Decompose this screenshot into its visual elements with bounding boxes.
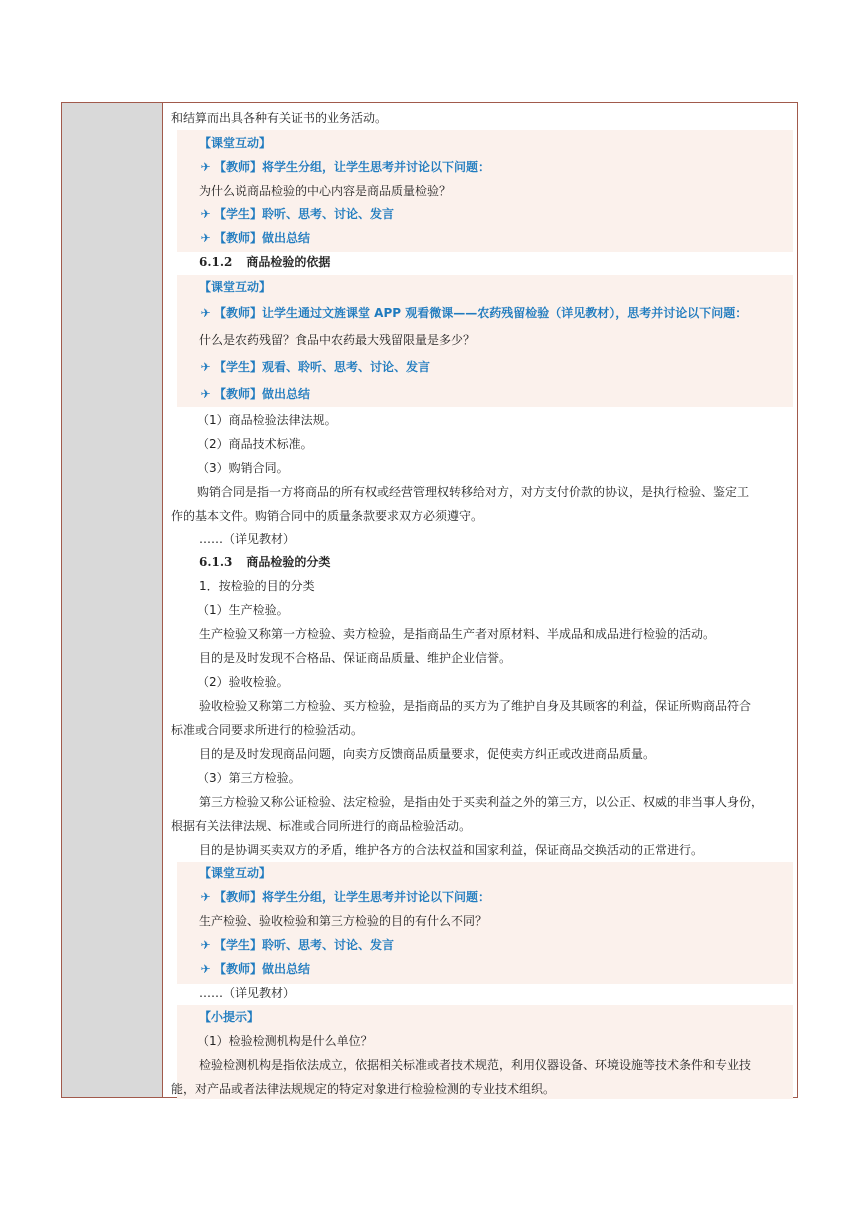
plane-arrow-icon: ✈ [200, 160, 211, 174]
body-text: 目的是及时发现不合格品、保证商品质量、维护企业信誉。 [199, 651, 512, 665]
body-text: 标准或合同要求所进行的检验活动。 [171, 723, 364, 737]
body-text: 和结算而出具各种有关证书的业务活动。 [171, 111, 388, 125]
subsection-heading: 6.1.3 商品检验的分类 [199, 555, 331, 569]
plane-arrow-icon: ✈ [200, 387, 211, 401]
plane-arrow-icon: ✈ [200, 231, 211, 245]
list-item: （3）购销合同。 [197, 461, 289, 475]
subsection-heading: 6.1.2 商品检验的依据 [199, 255, 331, 269]
teacher-summary: ✈ 【教师】做出总结 [200, 231, 311, 245]
left-label-column [62, 103, 163, 1097]
list-item: （2）商品技术标准。 [197, 437, 313, 451]
body-text: ……（详见教材） [199, 986, 296, 1000]
list-item: （3）第三方检验。 [197, 771, 301, 785]
list-item: （1）检验检测机构是什么单位？ [197, 1034, 373, 1048]
question-text: 为什么说商品检验的中心内容是商品质量检验？ [199, 184, 452, 198]
teacher-summary: ✈ 【教师】做出总结 [200, 962, 311, 976]
body-text: 能，对产品或者法律法规规定的特定对象进行检验检测的专业技术组织。 [171, 1082, 556, 1096]
question-text: 生产检验、验收检验和第三方检验的目的有什么不同？ [199, 914, 488, 928]
body-text: 检验检测机构是指依法成立，依据相关标准或者技术规范，利用仪器设备、环境设施等技术条件和专业技 [199, 1058, 752, 1072]
plane-arrow-icon: ✈ [200, 962, 211, 976]
plane-arrow-icon: ✈ [200, 207, 211, 221]
body-text: 目的是及时发现商品问题，向卖方反馈商品质量要求，促使卖方纠正或改进商品质量。 [199, 747, 656, 761]
body-text: 根据有关法律法规、标准或合同所进行的商品检验活动。 [171, 819, 472, 833]
body-text: 第三方检验又称公证检验、法定检验，是指由处于买卖利益之外的第三方，以公正、权威的非当事人身份， [199, 795, 764, 809]
student-activity: ✈ 【学生】观看、聆听、思考、讨论、发言 [200, 360, 431, 374]
plane-arrow-icon: ✈ [200, 306, 211, 320]
body-text: 验收检验又称第二方检验、买方检验，是指商品的买方为了维护自身及其顾客的利益，保证所购商品符合 [199, 699, 752, 713]
content-cell [163, 103, 797, 1097]
section-heading-interaction: 【课堂互动】 [199, 866, 272, 880]
list-item: （2）验收检验。 [197, 675, 289, 689]
body-text: ……（详见教材） [199, 532, 296, 546]
lesson-table [61, 102, 798, 1098]
section-heading-interaction: 【课堂互动】 [199, 280, 272, 294]
teacher-instruction: ✈ 【教师】让学生通过文旌课堂 APP 观看微课——农药残留检验（详见教材），思考并讨论以下问题： [200, 306, 748, 320]
student-activity: ✈ 【学生】聆听、思考、讨论、发言 [200, 938, 395, 952]
plane-arrow-icon: ✈ [200, 938, 211, 952]
body-text: 作的基本文件。购销合同中的质量条款要求双方必须遵守。 [171, 509, 484, 523]
list-item: （1）商品检验法律法规。 [197, 413, 337, 427]
question-text: 什么是农药残留？食品中农药最大残留限量是多少？ [199, 333, 476, 347]
teacher-summary: ✈ 【教师】做出总结 [200, 387, 311, 401]
plane-arrow-icon: ✈ [200, 360, 211, 374]
student-activity: ✈ 【学生】聆听、思考、讨论、发言 [200, 207, 395, 221]
body-text: 生产检验又称第一方检验、卖方检验，是指商品生产者对原材料、半成品和成品进行检验的活动。 [199, 627, 716, 641]
plane-arrow-icon: ✈ [200, 890, 211, 904]
list-heading: 1．按检验的目的分类 [199, 579, 315, 593]
teacher-instruction: ✈ 【教师】将学生分组，让学生思考并讨论以下问题： [200, 890, 491, 904]
section-heading-interaction: 【课堂互动】 [199, 136, 272, 150]
body-text: 购销合同是指一方将商品的所有权或经营管理权转移给对方，对方支付价款的协议，是执行检验、鉴定工 [197, 485, 750, 499]
body-text: 目的是协调买卖双方的矛盾，维护各方的合法权益和国家利益，保证商品交换活动的正常进行。 [199, 843, 704, 857]
list-item: （1）生产检验。 [197, 603, 289, 617]
tip-heading: 【小提示】 [199, 1010, 260, 1024]
teacher-instruction: ✈ 【教师】将学生分组，让学生思考并讨论以下问题： [200, 160, 491, 174]
